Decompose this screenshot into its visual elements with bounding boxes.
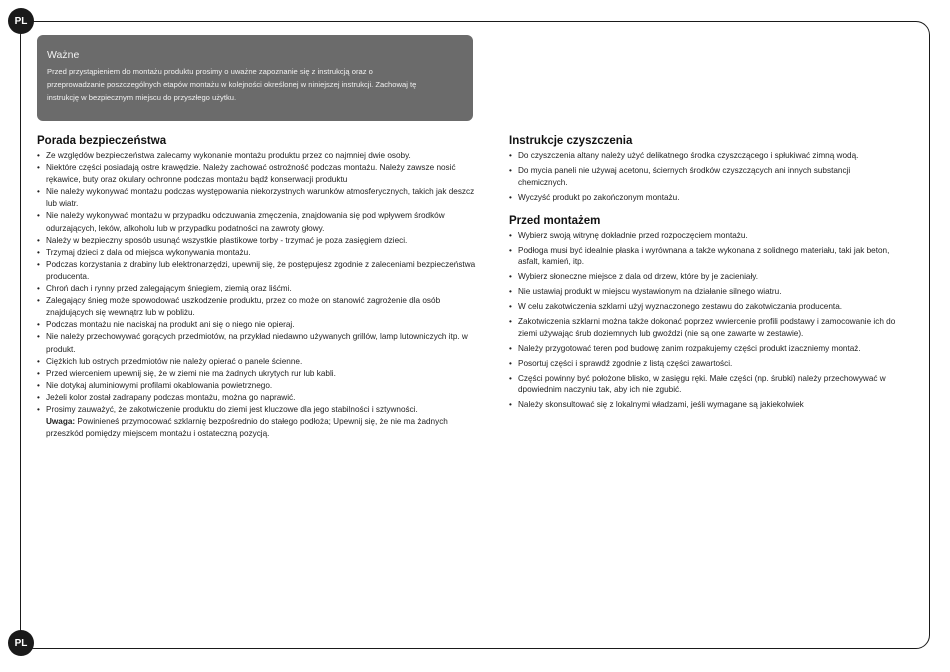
notice-text: Przed przystąpieniem do montażu produktu prosimy o uważne zapoznanie się z instrukcją oraz o przeprowadzanie poszczególnych etapów montażu w kolejności określonej w niniejszej instrukcji. Zachowaj tę instrukcję w bezpiecznym miejscu do przyszłego użytku. bbox=[47, 67, 417, 102]
list-item: • Części powinny być położone blisko, w zasięgu ręki. Małe części (np. śrubki) należy przechowywać w dpowiednim naczyniu tak, aby ich nie zgubić. bbox=[509, 373, 899, 396]
list-item: • Chroń dach i rynny przed zalegającym śniegiem, ziemią oraz liśćmi. bbox=[37, 283, 477, 295]
right-column bbox=[509, 135, 899, 414]
safety-heading: Porada bezpieczeństwa bbox=[37, 135, 167, 147]
list-item: • Wyczyść produkt po zakończonym montażu. bbox=[509, 192, 899, 204]
cleaning-heading: Instrukcje czyszczenia bbox=[509, 135, 633, 147]
list-item: • Nie należy przechowywać gorących przedmiotów, na przykład niedawno używanych grillów, lamp lutowniczych itp. w produkt. bbox=[37, 331, 477, 355]
list-item: • Prosimy zauważyć, że zakotwiczenie produktu do ziemi jest kluczowe dla jego stabilności i sztywności. bbox=[37, 404, 477, 416]
list-item: • Podłoga musi być idealnie płaska i wyrównana a także wykonana z solidnego materiału, taki jak beton, asfalt, kamień, itp. bbox=[509, 245, 899, 268]
left-column bbox=[37, 135, 477, 440]
before-assembly-heading: Przed montażem bbox=[509, 214, 601, 227]
list-item: • Nie należy wykonywać montażu podczas występowania niekorzystnych warunków atmosferycznych, takich jak deszcz lub wiatr. bbox=[37, 186, 477, 210]
list-item: • Nie należy wykonywać montażu w przypadku odczuwania zmęczenia, znajdowania się pod wpływem środków odurzających, leków, alkoholu lub w przypadku podatności na zawroty głowy. bbox=[37, 210, 477, 234]
list-item: • Nie ustawiaj produkt w miejscu wystawionym na działanie silnego wiatru. bbox=[509, 286, 899, 298]
list-item: • Posortuj części i sprawdź zgodnie z listą części zawartości. bbox=[509, 358, 899, 370]
list-item: • W celu zakotwiczenia szklarni użyj wyznaczonego zestawu do zakotwiczania producenta. bbox=[509, 301, 899, 313]
language-badge-top: PL bbox=[8, 8, 34, 34]
safety-list bbox=[37, 150, 477, 416]
important-notice-box bbox=[37, 35, 473, 121]
list-item: • Podczas montażu nie naciskaj na produkt ani się o niego nie opieraj. bbox=[37, 319, 477, 331]
note-text: Powinieneś przymocować szklarnię bezpośrednio do stałego podłoża; Upewnij się, że nie ma żadnych przeszkód pomiędzy miejscem montażu i ostateczną pozycją. bbox=[46, 417, 448, 439]
cleaning-list bbox=[509, 150, 899, 203]
before-assembly-list bbox=[509, 230, 899, 411]
list-item: • Należy przygotować teren pod budowę zanim rozpakujemy części produkt izaczniemy montaż. bbox=[509, 343, 899, 355]
note-label: Uwaga: bbox=[46, 417, 76, 427]
list-item: • Ze względów bezpieczeństwa zalecamy wykonanie montażu produktu przez co najmniej dwie osoby. bbox=[37, 150, 477, 162]
list-item: • Zakotwiczenia szklarni można także dokonać poprzez wwiercenie profili podstawy i zamocowanie ich do ziemi używając śrub doziemnych lub gwoździ (nie są one zawarte w zestawie). bbox=[509, 316, 899, 339]
list-item: • Podczas korzystania z drabiny lub elektronarzędzi, upewnij się, że postępujesz zgodnie z zaleceniami bezpieczeństwa producenta. bbox=[37, 259, 477, 283]
list-item: • Wybierz słoneczne miejsce z dala od drzew, które by je zacieniały. bbox=[509, 271, 899, 283]
list-item: • Należy skonsultować się z lokalnymi władzami, jeśli wymagane są jakiekolwiek bbox=[509, 399, 899, 411]
list-item: • Wybierz swoją witrynę dokładnie przed rozpoczęciem montażu. bbox=[509, 230, 899, 242]
list-item: • Jeżeli kolor został zadrapany podczas montażu, można go naprawić. bbox=[37, 392, 477, 404]
list-item: • Nie dotykaj aluminiowymi profilami okablowania powietrznego. bbox=[37, 380, 477, 392]
list-item: • Zalegający śnieg może spowodować uszkodzenie produktu, przez co może on stanowić zagrożenie dla osób znajdujących się wewnątrz lub w pobliżu. bbox=[37, 295, 477, 319]
list-item: • Do mycia paneli nie używaj acetonu, ściernych środków czyszczących ani innych substancji chemicznych. bbox=[509, 165, 899, 188]
list-item: • Ciężkich lub ostrych przedmiotów nie należy opierać o panele ścienne. bbox=[37, 356, 477, 368]
list-item: • Trzymaj dzieci z dala od miejsca wykonywania montażu. bbox=[37, 247, 477, 259]
safety-note bbox=[37, 416, 477, 440]
list-item: • Należy w bezpieczny sposób usunąć wszystkie plastikowe torby - trzymać je poza zasięgiem dzieci. bbox=[37, 235, 477, 247]
list-item: • Przed wierceniem upewnij się, że w ziemi nie ma żadnych ukrytych rur lub kabli. bbox=[37, 368, 477, 380]
language-badge-bottom: PL bbox=[8, 630, 34, 656]
notice-title: Ważne bbox=[47, 49, 80, 61]
list-item: • Niektóre części posiadają ostre krawędzie. Należy zachować ostrożność podczas montażu. Należy zawsze nosić rękawice, buty oraz okulary ochronne podczas montażu bądź konserwacji produktu bbox=[37, 162, 477, 186]
list-item: • Do czyszczenia altany należy użyć delikatnego środka czyszczącego i spłukiwać zimną wodą. bbox=[509, 150, 899, 162]
